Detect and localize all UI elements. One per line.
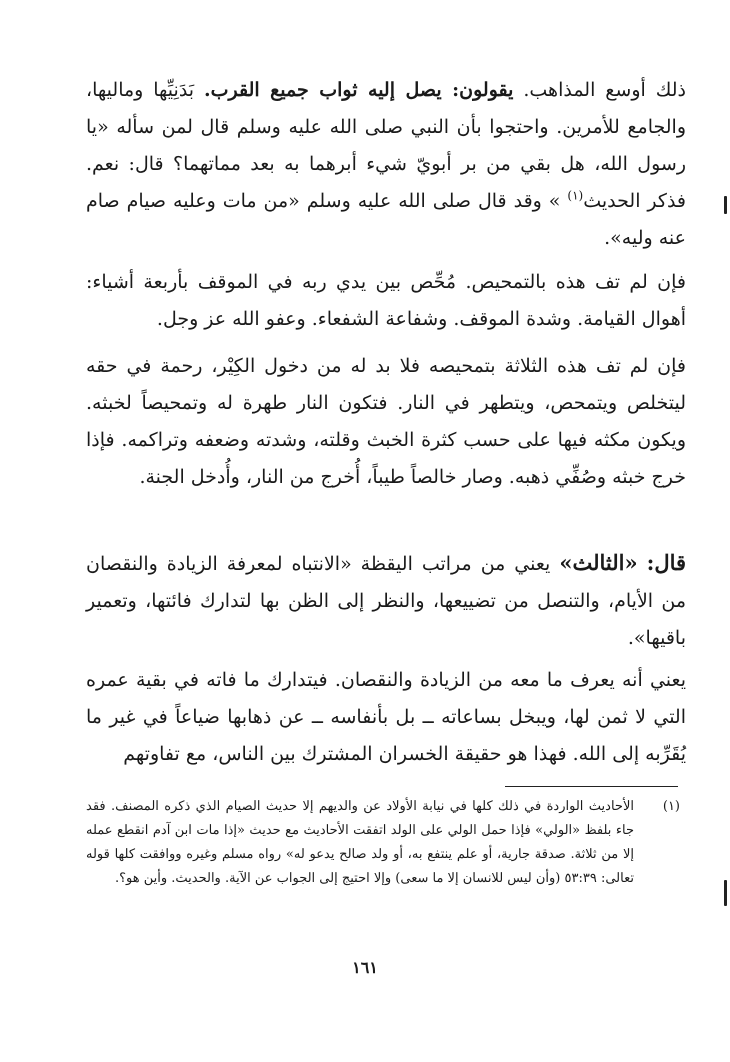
paragraph-4 [86, 544, 686, 657]
footnote-number: (١) [662, 799, 680, 814]
paragraph-3: فإن لم تف هذه الثلاثة بتمحيصه فلا بد له من دخول الكِيْر، رحمة في حقه ليتخلص ويتمحص، ويتطهر في النار. فتكون النار طهرة له وتمحيصاً لخبثه. ويكون مكثه فيها على حسب كثرة الخبث وقلته، وشدته وضعفه وتراكمه. فإذا خرج خبثه وصُفِّي ذهبه. وصار خالصاً طيباً، أُخرج من النار، وأُدخل الجنة. [86, 355, 686, 488]
paragraph-4-quoted-heading: «الثالث» [559, 550, 638, 575]
paragraph-4-label: قال: [646, 550, 687, 575]
paragraph-5: يعني أنه يعرف ما معه من الزيادة والنقصان. فيتدارك ما فاته في بقية عمره التي لا ثمن لها، ويبخل بساعاته ــ بل بأنفاسه ــ عن ذهابها ضياعاً في غير ما يُقَرِّبه إلى الله. فهذا هو حقيقة الخسران المشترك بين الناس، مع تفاوتهم [86, 669, 686, 765]
footnote-divider [505, 786, 678, 787]
paragraph-4-text: يعني من مراتب اليقظة «الانتباه لمعرفة الزيادة والنقصان من الأيام، والتنصل من تضييعها، والنظر إلى الظن بها لتدارك فائتها، وتعمير باقيها». [86, 553, 686, 649]
paragraph-2: فإن لم تف هذه بالتمحيص. مُحِّص بين يدي ربه في الموقف بأربعة أشياء: أهوال القيامة. وشدة الموقف. وشفاعة الشفعاء. وعفو الله عز وجل. [86, 271, 686, 330]
footnote-text: الأحاديث الواردة في ذلك كلها في نيابة الأولاد عن والديهم إلا حديث الصيام الذي ذكره المصنف. فقد جاء بلفظ «الولي» فإذا حمل الولي على الولد اتفقت الأحاديث مع حديث «إذا مات ابن آدم انقطع عمله إلا من ثلاثة. صدقة جارية، أو علم ينتفع به، أو ولد صالح يدعو له» رواه مسلم وغيره ووافقت كلها قوله تعالى: ٥٣:٣٩ (وأن ليس للانسان إلا ما سعى) وإلا احتيج إلى الجواب عن الآية. والحديث. وأين هو؟. [86, 799, 634, 886]
page-number: ١٦١ [352, 958, 378, 977]
paragraph-1-text: بَدَنِيِّها وماليها، والجامع للأمرين. واحتجوا بأن النبي صلى الله عليه وسلم قال لمن سأله «يا رسول الله، هل بقي من بر أبويّ شيء أبرهما به بعد مماتهما؟ قال: نعم. فذكر الحديث [86, 79, 687, 212]
paragraph-1-text-end: » وقد قال صلى الله عليه وسلم «من مات وعليه صيام صام عنه وليه». [86, 190, 686, 249]
paragraph-1-lead: ذلك أوسع المذاهب. [523, 79, 686, 101]
scan-edge-mark [724, 196, 727, 214]
footnote [86, 795, 680, 891]
paragraph-1-emphasis: يقولون: يصل إليه ثواب جميع القرب. [204, 79, 514, 101]
scan-edge-mark [724, 880, 727, 906]
footnote-reference[interactable]: (١) [567, 188, 584, 203]
paragraph-1 [86, 72, 686, 257]
